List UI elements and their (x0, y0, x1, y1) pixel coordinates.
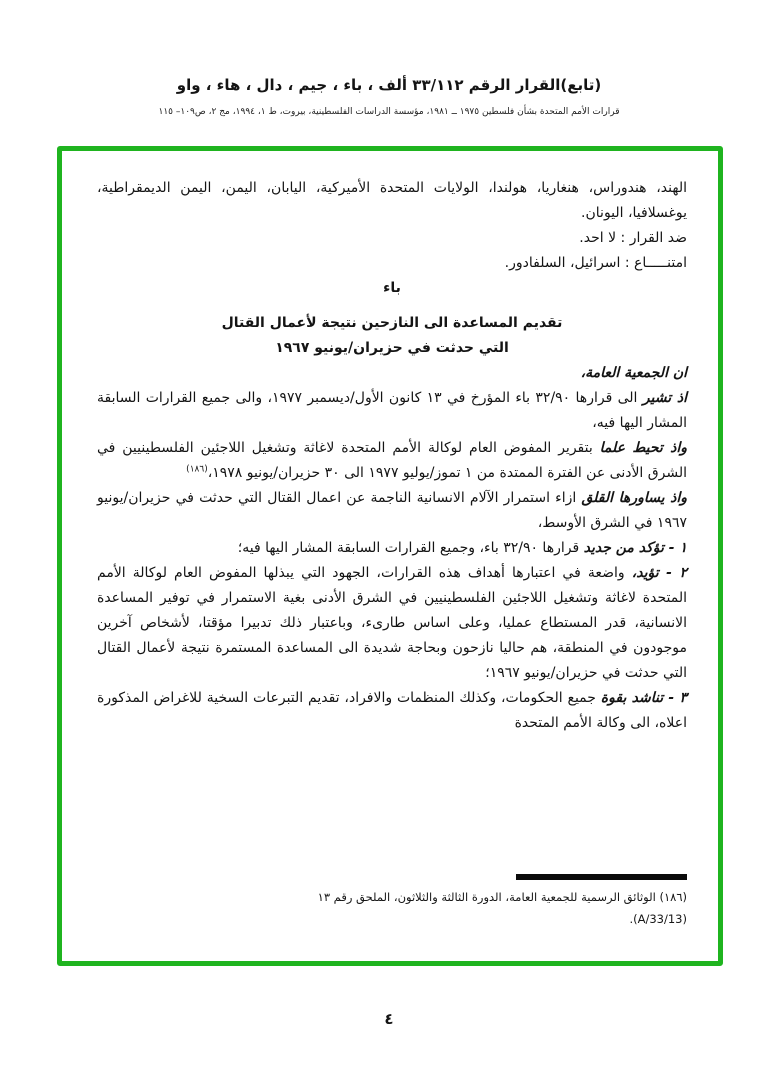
operative-paragraph-1 (97, 536, 687, 561)
preamble-paragraph-concerned (97, 486, 687, 536)
vote-against-line: ضد القرار : لا احد. (579, 230, 687, 246)
paragraph-lead: واذ تحيط علما (599, 440, 687, 456)
page-number: ٤ (384, 1010, 394, 1028)
header-source-line: قرارات الأمم المتحدة بشأن فلسطين ١٩٧٥ ــ ١٩٨١، مؤسسة الدراسات الفلسطينية، بيروت، ط ١، ١٩٩٤، مج ٢، ص١٠٩– ١١٥ (158, 107, 620, 117)
preamble-paragraph-recalls (97, 386, 687, 436)
operative-paragraph-3 (97, 686, 687, 736)
footnote-reference: (١٨٦) (186, 464, 208, 475)
paragraph-text: واضعة في اعتبارها أهداف هذه القرارات، الجهود التي يبذلها المفوض العام لوكالة الأمم المتحدة لاغاثة وتشغيل اللاجئين الفلسطينيين في الشرق الأدنى بغية الاستمرار في توفير المساعدة الانسانية، قدر المستطاع عمليا، وعلى اساس طارىء، وباعتبار ذلك تدبيرا مؤقتا، لأشخاص آخرين موجودون في المنطقة، هم حاليا نازحون وبحاجة شديدة الى المساعدة المستمرة نتيجة لأعمال القتال التي حدثت في حزيران/يونيو ١٩٦٧؛ (97, 565, 687, 681)
footnote-separator-bar (516, 874, 687, 880)
header-title: (تابع)القرار الرقم ٣٣/١١٢ ألف ، باء ، جيم ، دال ، هاء ، واو (176, 76, 602, 94)
preamble-opening: ان الجمعية العامة، (580, 365, 687, 381)
footnote-block (97, 886, 687, 930)
section-title-line1: تقديم المساعدة الى النازحين نتيجة لأعمال القتال (221, 315, 563, 331)
paragraph-lead: ١ - تؤكد من جديد (583, 540, 687, 556)
footnote-line2: (A/33/13). (629, 912, 687, 926)
preamble-paragraph-takes-note (97, 436, 687, 486)
section-letter: باء (383, 280, 401, 296)
paragraph-lead: واذ يساورها القلق (581, 490, 687, 506)
resolution-body (97, 176, 687, 736)
paragraph-lead: اذ تشير (642, 390, 687, 406)
paragraph-text: قرارها ٣٢/٩٠ باء، وجميع القرارات السابقة المشار اليها فيه؛ (237, 540, 584, 556)
paragraph-text: الى قرارها ٣٢/٩٠ باء المؤرخ في ١٣ كانون الأول/ديسمبر ١٩٧٧، والى جميع القرارات السابقة المشار اليها فيه، (97, 390, 687, 431)
operative-paragraph-2 (97, 561, 687, 686)
paragraph-text: بتقرير المفوض العام لوكالة الأمم المتحدة لاغاثة وتشغيل اللاجئين الفلسطينيين في الشرق الأدنى عن الفترة الممتدة من ١ تموز/يوليو ١٩٧٧ الى ٣٠ حزيران/يونيو ١٩٧٨، (97, 440, 687, 481)
vote-countries-continued: الهند، هندوراس، هنغاريا، هولندا، الولايات المتحدة الأميركية، اليابان، اليمن، اليمن الديمقراطية، يوغسلافيا، اليونان. (97, 180, 687, 221)
footnote-line1: (١٨٦) الوثائق الرسمية للجمعية العامة، الدورة الثالثة والثلاثون، الملحق رقم ١٣ (317, 890, 687, 904)
paragraph-lead: ٢ - تؤيد، (631, 565, 687, 581)
section-title-line2: التي حدثت في حزيران/يونيو ١٩٦٧ (275, 340, 509, 356)
vote-abstain-line: امتنـــــاع : اسرائيل، السلفادور. (504, 255, 687, 271)
paragraph-lead: ٣ - تناشد بقوة (600, 690, 687, 706)
paragraph-text: ازاء استمرار الآلام الانسانية الناجمة عن اعمال القتال التي حدثت في حزيران/يونيو ١٩٦٧ في الشرق الأوسط، (97, 490, 687, 531)
paragraph-text: جميع الحكومات، وكذلك المنظمات والافراد، تقديم التبرعات السخية للاغراض المذكورة اعلاه، الى وكالة الأمم المتحدة (97, 690, 687, 731)
